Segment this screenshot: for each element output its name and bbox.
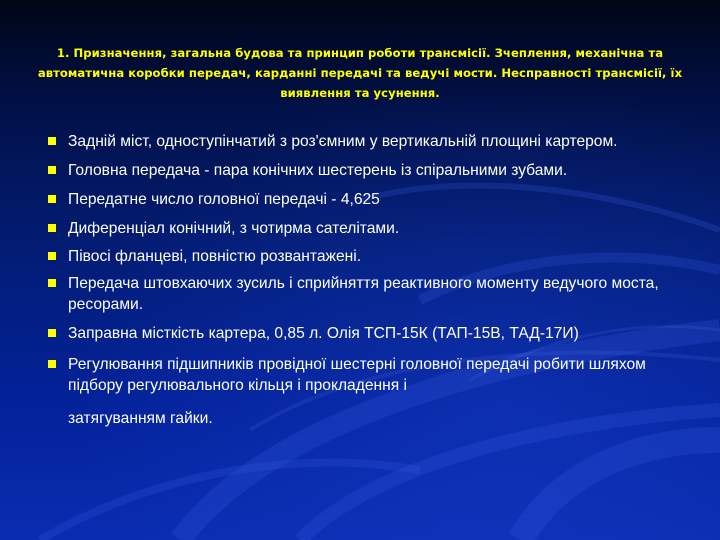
slide-title: 1. Призначення, загальна будова та принцип роботи трансмісії. Зчеплення, механічна та автоматична коробки передач, карданні передачі та ведучі мости. Несправності трансмісії, їх виявлення та усунення. (37, 46, 683, 100)
list-item (48, 273, 698, 315)
square-bullet-icon (48, 224, 56, 232)
square-bullet-icon (48, 166, 56, 174)
list-item (48, 354, 698, 429)
list-item (48, 189, 698, 210)
list-item (48, 246, 698, 267)
bullet-list (48, 123, 698, 429)
square-bullet-icon (48, 137, 56, 145)
square-bullet-icon (48, 279, 56, 287)
square-bullet-icon (48, 252, 56, 260)
bullet-text: Заправна місткість картера, 0,85 л. Олія ТСП-15К (ТАП-15В, ТАД-17И) (68, 325, 579, 342)
bullet-text-continuation: затягуванням гайки. (68, 410, 213, 427)
bullet-text: Передача штовхаючих зусиль і сприйняття реактивного моменту ведучого моста, ресорами. (68, 275, 659, 313)
square-bullet-icon (48, 195, 56, 203)
list-item (48, 160, 698, 181)
bullet-text: Передатне число головної передачі - 4,625 (68, 191, 380, 208)
list-item (48, 323, 698, 344)
bullet-text: Задній міст, одноступінчатий з роз'ємним у вертикальній площині картером. (68, 133, 618, 150)
bullet-text: Головна передача - пара конічних шестерень із спіральними зубами. (68, 162, 568, 179)
bullet-text: Півосі фланцеві, повністю розвантажені. (68, 248, 362, 265)
list-item (48, 131, 698, 152)
square-bullet-icon (48, 360, 56, 368)
list-item (48, 218, 698, 239)
square-bullet-icon (48, 329, 56, 337)
bullet-text: Регулювання підшипників провідної шестерні головної передачі робити шляхом підбору регулювального кільця і прокладення і (68, 356, 646, 394)
bullet-text: Диференціал конічний, з чотирма сателітами. (68, 220, 400, 237)
